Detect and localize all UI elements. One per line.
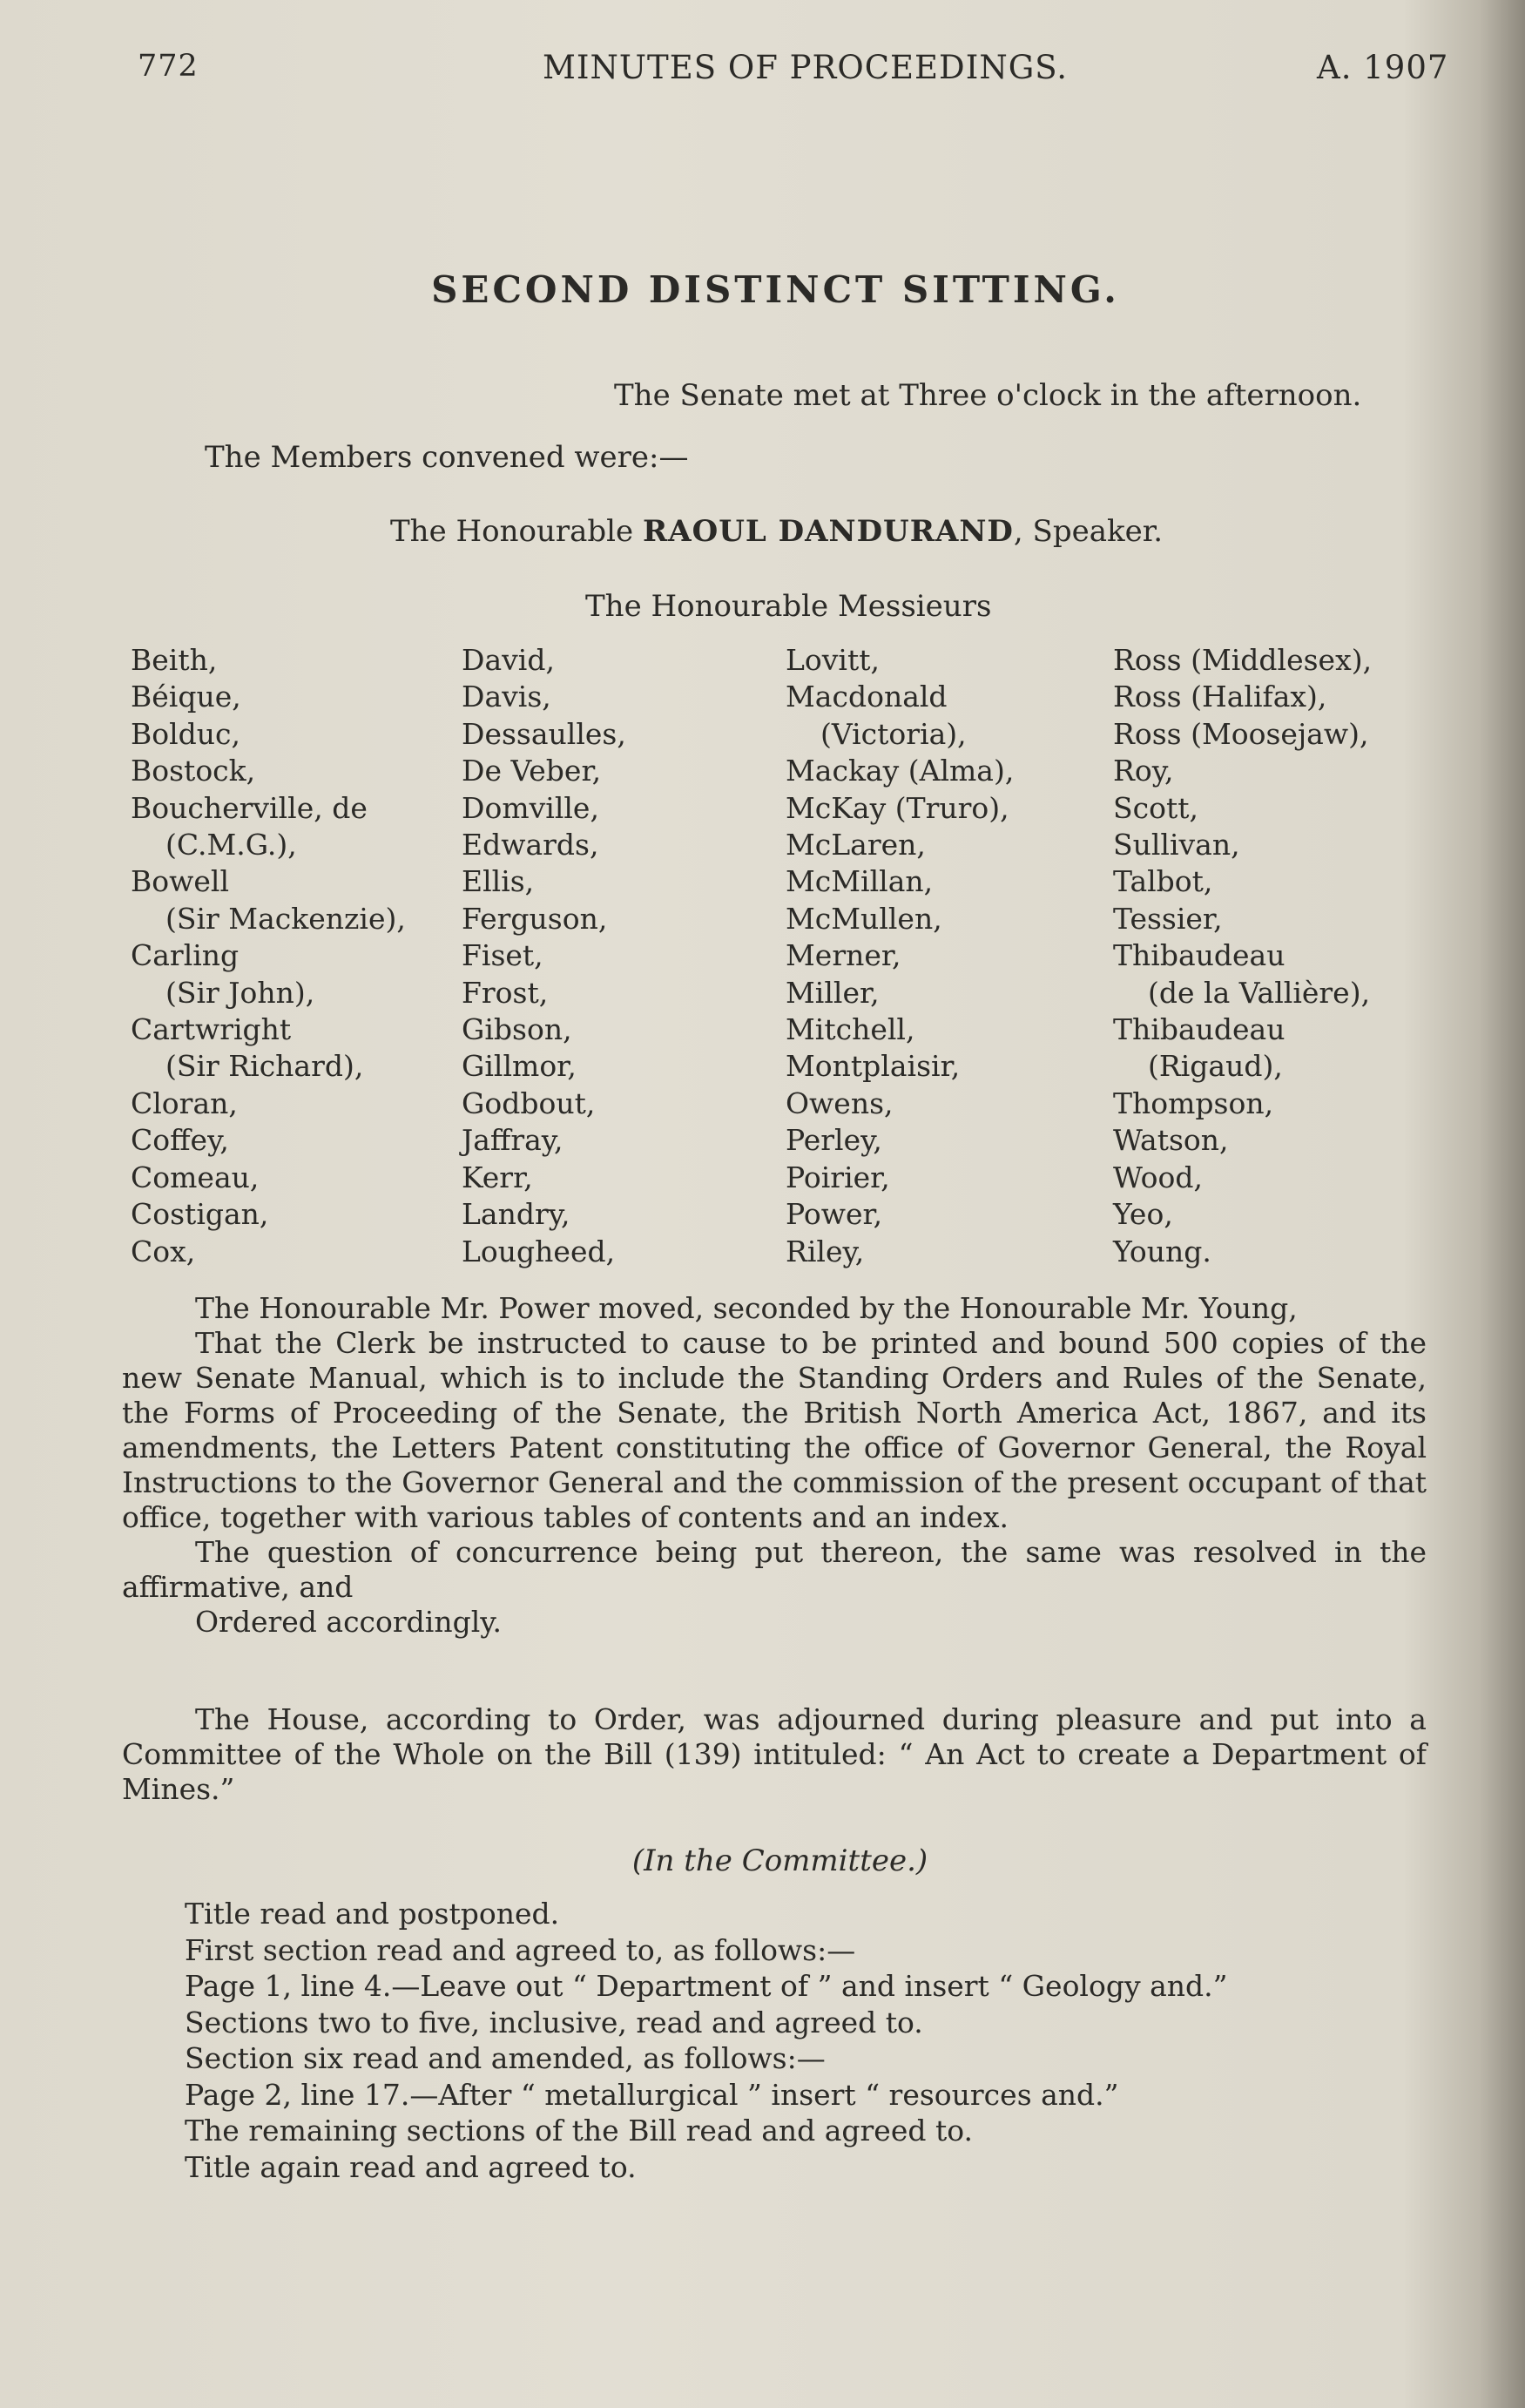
member-name: De Veber, [462,754,602,788]
speaker-name: RAOUL DANDURAND [642,514,1014,549]
member-name: Tessier, [1113,901,1223,936]
speaker-line [390,514,1163,549]
member-name: Perley, [786,1123,882,1158]
sitting-title: SECOND DISTINCT SITTING. [431,268,1120,311]
member-name: Bolduc, [131,716,241,751]
member-name: Poirier, [786,1160,890,1194]
member-name: Yeo, [1113,1197,1173,1232]
senate-met-line: The Senate met at Three o'clock in the afternoon. [614,378,1362,413]
members-column-1 [131,642,406,1270]
member-name: Scott, [1113,790,1198,825]
member-name: Montplaisir, [786,1049,961,1084]
member-name: Boucherville, de [131,790,368,825]
member-name: Beith, [131,643,218,677]
committee-step: Title again read and agreed to. [185,2149,637,2184]
member-name: Cox, [131,1234,196,1268]
member-name: Thibaudeau [1113,1012,1285,1047]
motion-question: The question of concurrence being put thereon, the same was resolved in the affirmative, and [122,1535,1427,1604]
member-name: Gibson, [462,1012,572,1047]
member-name: Owens, [786,1086,894,1120]
committee-step: Section six read and amended, as follows:— [185,2041,826,2075]
member-name: Riley, [786,1234,865,1268]
member-name: (Sir Richard), [165,1049,364,1084]
member-name: Coffey, [131,1123,229,1158]
member-name: Domville, [462,790,599,825]
member-name: Comeau, [131,1160,260,1194]
member-name: Wood, [1113,1160,1204,1194]
member-name: (de la Vallière), [1148,975,1371,1010]
member-name: Mitchell, [786,1012,915,1047]
member-name: (Sir Mackenzie), [165,901,406,936]
member-name: Davis, [462,680,551,714]
speaker-suffix: , Speaker. [1013,514,1164,549]
member-name: (Rigaud), [1148,1049,1283,1084]
member-name: Cloran, [131,1086,238,1120]
committee-step: Sections two to five, inclusive, read and agreed to. [185,2005,923,2039]
member-name: Jaffray, [462,1123,563,1158]
member-name: Béique, [131,680,241,714]
member-name: Mackay (Alma), [786,754,1015,788]
committee-step: Title read and postponed. [185,1897,560,1931]
member-name: Godbout, [462,1086,596,1120]
member-name: Macdonald [786,680,948,714]
member-name: Young. [1113,1234,1211,1268]
member-name: Gillmor, [462,1049,577,1084]
motion-block [122,1291,1427,1640]
member-name: Thibaudeau [1113,938,1285,973]
member-name: Talbot, [1113,864,1213,899]
motion-moved: The Honourable Mr. Power moved, seconded by the Honourable Mr. Young, [195,1291,1298,1325]
speaker-prefix: The Honourable [390,514,634,549]
committee-step: The remaining sections of the Bill read and agreed to. [185,2114,974,2148]
member-name: Lovitt, [786,643,880,677]
member-name: David, [462,643,555,677]
member-name: Edwards, [462,828,599,862]
house-adjourned-text: The House, according to Order, was adjourned during pleasure and put into a Committee of the Whole on the Bill (139) intituled: “ An Act to create a Department of Mines.” [122,1702,1427,1806]
members-column-3 [786,642,1014,1270]
member-name: McLaren, [786,828,926,862]
committee-steps [185,1896,1228,2185]
member-name: McMullen, [786,901,942,936]
member-name: Bowell [131,864,230,899]
member-name: McMillan, [786,864,934,899]
page-number: 772 [138,49,199,84]
member-name: Sullivan, [1113,828,1240,862]
member-name: Kerr, [462,1160,533,1194]
messieurs-heading: The Honourable Messieurs [585,589,992,624]
member-name: Ross (Middlesex), [1113,643,1373,677]
in-committee-heading: (In the Committee.) [631,1843,928,1878]
committee-step: Page 1, line 4.—Leave out “ Department of ” and insert “ Geology and.” [185,1969,1228,2003]
member-name: Watson, [1113,1123,1229,1158]
member-name: Ferguson, [462,901,608,936]
members-column-4 [1113,642,1372,1270]
member-name: Roy, [1113,754,1174,788]
member-name: Frost, [462,975,549,1010]
member-name: Bostock, [131,754,256,788]
member-name: Ellis, [462,864,535,899]
member-name: Power, [786,1197,883,1232]
members-convened-line: The Members convened were:— [205,440,689,475]
member-name: Carling [131,938,240,973]
member-name: Costigan, [131,1197,269,1232]
member-name: Cartwright [131,1012,292,1047]
member-name: Dessaulles, [462,716,626,751]
member-name: McKay (Truro), [786,790,1009,825]
member-name: Lougheed, [462,1234,616,1268]
committee-step: First section read and agreed to, as follows:— [185,1932,856,1967]
member-name: Fiset, [462,938,543,973]
member-name: Thompson, [1113,1086,1274,1120]
house-adjourned-block [122,1702,1427,1807]
running-title: MINUTES OF PROCEEDINGS. [543,49,1069,86]
motion-text: That the Clerk be instructed to cause to be printed and bound 500 copies of the new Senate Manual, which is to include the Standing Orders and Rules of the Senate, the Forms of Proceeding of the Senate, the British North America Act, 1867, and its amendments, the Letters Patent constituting the office of Governor General, the Royal Instructions to the Governor General and the commission of the present occupant of that office, together with various tables of contents and an index. [122,1326,1427,1534]
member-name: Ross (Moosejaw), [1113,716,1369,751]
member-name: (Sir John), [165,975,315,1010]
member-name: Ross (Halifax), [1113,680,1327,714]
members-column-2 [462,642,626,1270]
member-name: Merner, [786,938,901,973]
member-name: Miller, [786,975,880,1010]
member-name: (Victoria), [820,716,967,751]
member-name: Landry, [462,1197,570,1232]
session-year: A. 1907 [1317,49,1449,86]
member-name: (C.M.G.), [165,828,297,862]
committee-step: Page 2, line 17.—After “ metallurgical ” insert “ resources and.” [185,2077,1119,2112]
motion-ordered: Ordered accordingly. [195,1605,503,1639]
